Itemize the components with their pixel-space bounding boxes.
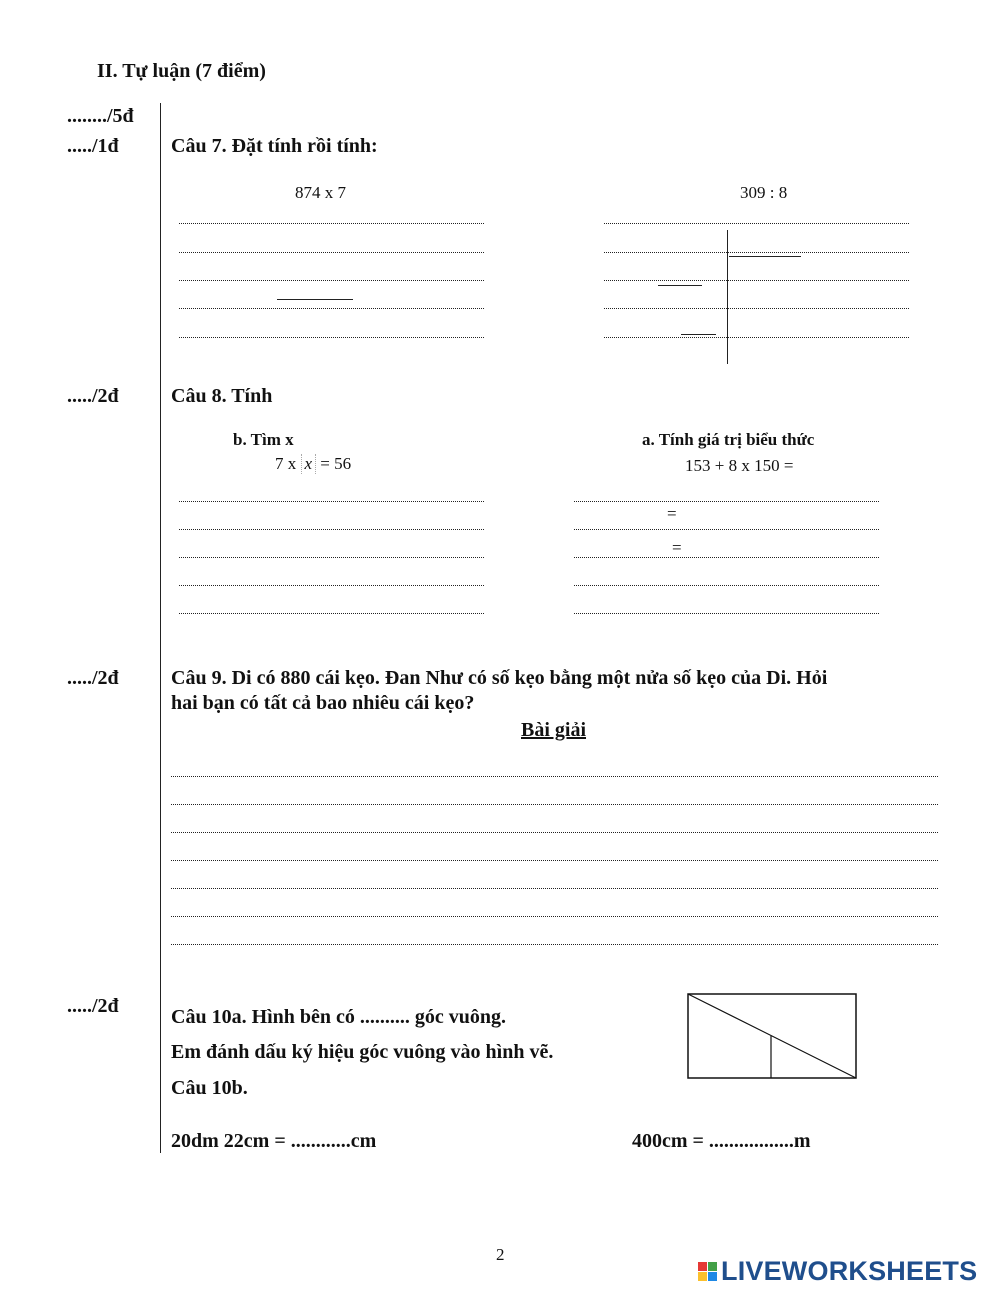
q9-question-line-1: Câu 9. Di có 880 cái kẹo. Đan Như có số kẹo bằng một nửa số kẹo của Di. Hỏi — [171, 667, 828, 689]
division-quotient-bar — [729, 256, 801, 257]
q10b-conversion-left[interactable]: 20dm 22cm = ............cm — [171, 1130, 377, 1152]
q8-part-a-label: a. Tính giá trị biểu thức — [642, 430, 815, 449]
q10b-title: Câu 10b. — [171, 1077, 248, 1099]
unknown-variable: x — [301, 454, 317, 474]
expr-right: = 56 — [320, 454, 352, 473]
q7-right-expression: 309 : 8 — [740, 183, 788, 202]
q10a-instruction: Em đánh dấu ký hiệu góc vuông vào hình vẽ. — [171, 1041, 554, 1063]
division-subtract-bar — [681, 334, 716, 335]
dotted-line — [179, 557, 484, 558]
q9-question-line-2: hai bạn có tất cả bao nhiêu cái kẹo? — [171, 692, 475, 714]
score-total: ......../5đ — [67, 105, 134, 127]
right-angle-figure[interactable] — [686, 992, 858, 1080]
equals-sign: = — [672, 538, 682, 557]
division-vertical-bar — [727, 230, 728, 364]
dotted-line — [574, 557, 879, 558]
margin-rule — [160, 103, 161, 1153]
dotted-line — [604, 308, 909, 309]
dotted-line — [604, 252, 909, 253]
dotted-line — [171, 944, 938, 945]
dotted-line — [574, 585, 879, 586]
logo-tiles-icon — [698, 1262, 717, 1281]
q8-part-b-label: b. Tìm x — [233, 430, 294, 449]
dotted-line — [171, 804, 938, 805]
dotted-line — [604, 280, 909, 281]
dotted-line — [171, 860, 938, 861]
dotted-line — [574, 613, 879, 614]
score-q8: ...../2đ — [67, 385, 119, 407]
equals-sign: = — [667, 504, 677, 523]
dotted-line — [604, 223, 909, 224]
dotted-line — [574, 529, 879, 530]
dotted-line — [179, 280, 484, 281]
q9-solution-heading: Bài giải — [521, 719, 587, 741]
multiplication-bar — [277, 299, 353, 300]
dotted-line — [179, 501, 484, 502]
dotted-line — [179, 529, 484, 530]
section-title: II. Tự luận (7 điểm) — [97, 60, 266, 82]
dotted-line — [179, 585, 484, 586]
figure-diagonal — [688, 994, 856, 1078]
q7-left-expression: 874 x 7 — [295, 183, 346, 202]
dotted-line — [171, 776, 938, 777]
logo-wordmark: LIVEWORKSHEETS — [721, 1256, 978, 1286]
dotted-line — [179, 308, 484, 309]
q10b-conversion-right[interactable]: 400cm = .................m — [632, 1130, 811, 1152]
dotted-line — [179, 252, 484, 253]
dotted-line — [574, 501, 879, 502]
page-number: 2 — [496, 1245, 505, 1264]
score-q10: ...../2đ — [67, 995, 119, 1017]
dotted-line — [171, 832, 938, 833]
score-q7: ...../1đ — [67, 135, 119, 157]
dotted-line — [179, 337, 484, 338]
liveworksheets-logo[interactable] — [698, 1256, 977, 1287]
q8-part-a-expression: 153 + 8 x 150 = — [685, 456, 794, 475]
expr-left: 7 x — [275, 454, 297, 473]
q7-title: Câu 7. Đặt tính rồi tính: — [171, 135, 378, 157]
q10a-question: Câu 10a. Hình bên có .......... góc vuông. — [171, 1006, 507, 1028]
q8-part-b-expression — [275, 454, 351, 474]
dotted-line — [171, 916, 938, 917]
dotted-line — [604, 337, 909, 338]
dotted-line — [179, 223, 484, 224]
dotted-line — [171, 888, 938, 889]
division-subtract-bar — [658, 285, 702, 286]
score-q9: ...../2đ — [67, 667, 119, 689]
dotted-line — [179, 613, 484, 614]
q8-title: Câu 8. Tính — [171, 385, 273, 407]
